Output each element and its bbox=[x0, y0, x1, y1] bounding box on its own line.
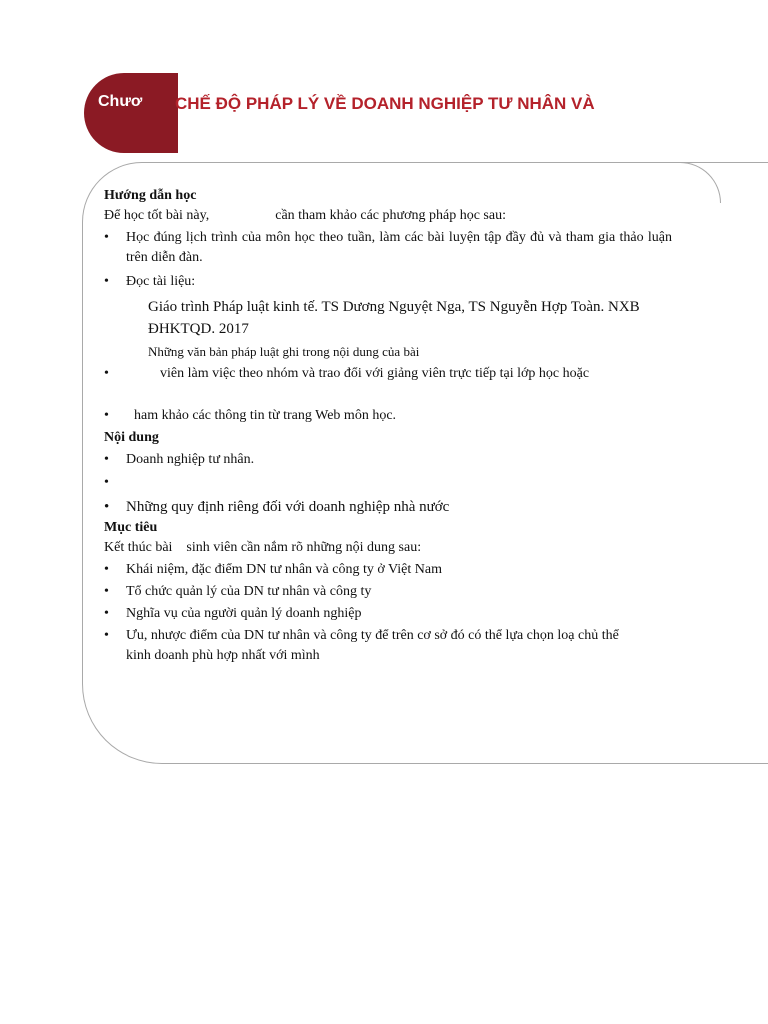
chapter-tab-label: Chươ bbox=[98, 93, 143, 110]
guide-intro-part1: Để học tốt bài này, bbox=[104, 208, 210, 223]
objectives-intro-part1: Kết thúc bài bbox=[104, 540, 173, 555]
objectives-intro-part2: sinh viên cần nắm rõ những nội dung sau: bbox=[186, 540, 422, 555]
objective-item-2: • Tổ chức quản lý của DN tư nhân và công ty bbox=[104, 582, 672, 602]
guide-item-2: • Đọc tài liệu: bbox=[104, 272, 672, 292]
content-item-3: • Những quy định riêng đối với doanh nghiệp nhà nước bbox=[104, 496, 672, 518]
guide-item-4: • ham khảo các thông tin từ trang Web môn học. bbox=[104, 406, 672, 426]
reference-1: Giáo trình Pháp luật kinh tế. TS Dương Nguyệt Nga, TS Nguyễn Hợp Toàn. NXB ĐHKTQD. 2017 bbox=[148, 299, 640, 337]
objectives-intro bbox=[104, 538, 672, 558]
guide-intro-part2: cần tham khảo các phương pháp học sau: bbox=[275, 208, 506, 223]
objective-item-4: • Ưu, nhược điểm của DN tư nhân và công ty để trên cơ sở đó có thể lựa chọn loạ chủ thể kinh doanh phù hợp nhất với mình bbox=[104, 626, 636, 666]
guide-item-3: • viên làm việc theo nhóm và trao đổi với giảng viên trực tiếp tại lớp học hoặc bbox=[104, 364, 672, 384]
content-heading: Nội dung bbox=[104, 430, 159, 445]
guide-intro bbox=[104, 206, 672, 226]
content-item-1: • Doanh nghiệp tư nhân. bbox=[104, 450, 672, 470]
objectives-heading: Mục tiêu bbox=[104, 520, 158, 535]
content-item-2 bbox=[104, 473, 672, 493]
reference-2: Những văn bản pháp luật ghi trong nội dung của bài bbox=[148, 344, 420, 359]
chapter-title: CHẾ ĐỘ PHÁP LÝ VỀ DOANH NGHIỆP TƯ NHÂN VÀ bbox=[175, 94, 595, 113]
guide-item-1: • Học đúng lịch trình của môn học theo tuần, làm các bài luyện tập đầy đủ và tham gia thảo luận trên diễn đàn. bbox=[104, 228, 672, 268]
objective-item-3: • Nghĩa vụ của người quản lý doanh nghiệp bbox=[104, 604, 672, 624]
chapter-tab bbox=[84, 73, 178, 153]
guide-heading: Hướng dẫn học bbox=[104, 188, 197, 203]
objective-item-1: • Khái niệm, đặc điểm DN tư nhân và công ty ở Việt Nam bbox=[104, 560, 672, 580]
content-body bbox=[104, 186, 672, 666]
